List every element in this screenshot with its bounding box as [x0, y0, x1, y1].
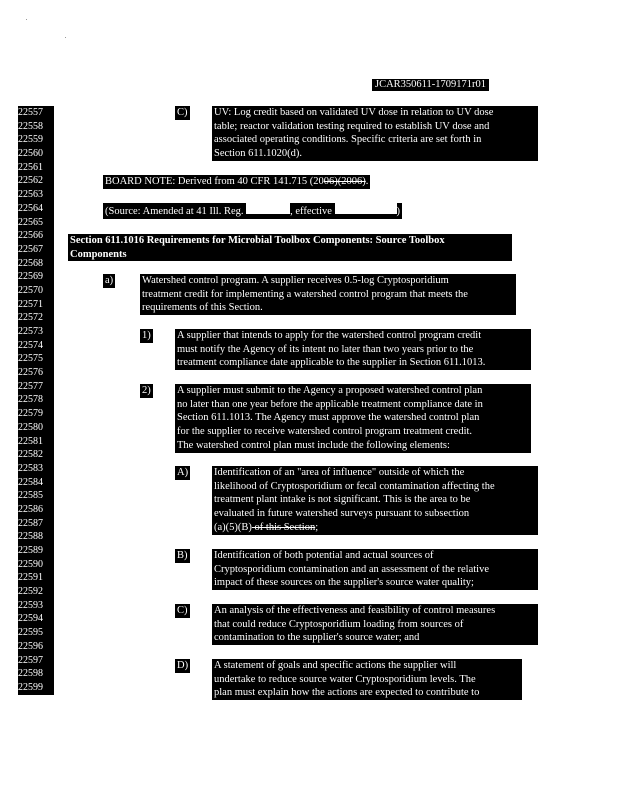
text-line: for the supplier to receive watershed control program treatment credit. [177, 426, 473, 438]
line-number: 22594 [18, 612, 54, 626]
line-number: 22587 [18, 517, 54, 531]
text-line: A supplier that intends to apply for the watershed control program credit [177, 330, 482, 341]
text-line: Section 611.1013. The Agency must approve the watershed control plan [177, 412, 480, 424]
line-number: 22589 [18, 544, 54, 558]
line-number: 22576 [18, 366, 54, 380]
subsection-marker: 2) [142, 385, 151, 396]
line-number: 22579 [18, 407, 54, 421]
line-number-column [18, 106, 54, 695]
line-number: 22570 [18, 284, 54, 298]
subsection-marker: D) [177, 660, 189, 671]
board-note-end: . [365, 176, 369, 187]
text-line: must notify the Agency of its intent no later than two years prior to the [177, 343, 474, 355]
subsection-2-paragraph [175, 384, 531, 453]
text-line: Identification of both potential and actual sources of [214, 550, 434, 561]
text-line: An analysis of the effectiveness and feasibility of control measures [214, 605, 496, 616]
line-number: 22575 [18, 352, 54, 366]
line-number: 22568 [18, 257, 54, 271]
line-number: 22582 [18, 448, 54, 462]
text-line: impact of these sources on the supplier's source water quality; [214, 577, 474, 589]
line-number: 22563 [18, 188, 54, 202]
text-line: Section 611.1020(d). [214, 148, 302, 160]
text-line: undertake to reduce source water Cryptosporidium levels. The [214, 673, 476, 685]
section-heading [68, 234, 512, 261]
text-line: treatment plant intake is not significant. This is the area to be [214, 494, 471, 506]
text-line: associated operating conditions. Specific criteria are set forth in [214, 134, 482, 146]
line-number: 22558 [18, 120, 54, 134]
source-note [103, 203, 402, 219]
subsection-marker: B) [177, 550, 188, 561]
text-line: Identification of an "area of influence" outside of which the [214, 467, 465, 478]
subsection-a-paragraph [140, 274, 516, 315]
line-number: 22586 [18, 503, 54, 517]
subsection-A-paragraph [212, 466, 538, 535]
line-number: 22598 [18, 667, 54, 681]
line-number: 22561 [18, 161, 54, 175]
line-number: 22597 [18, 654, 54, 668]
source-text-b: , effective [290, 206, 335, 217]
text-line: A supplier must submit to the Agency a proposed watershed control plan [177, 385, 483, 396]
subsection-B-paragraph [212, 549, 538, 590]
line-number: 22581 [18, 435, 54, 449]
scan-speck [26, 19, 27, 20]
text-line: evaluated in future watershed surveys pursuant to subsection [214, 508, 470, 520]
struck-text: of this Section [251, 521, 316, 533]
line-number: 22560 [18, 147, 54, 161]
line-number: 22574 [18, 339, 54, 353]
text-line: Cryptosporidium contamination and an assessment of the relative [214, 563, 489, 575]
text-line [214, 521, 536, 535]
line-number: 22584 [18, 476, 54, 490]
line-number: 22590 [18, 558, 54, 572]
document-header-id: JCAR350611-1709171r01 [372, 79, 489, 91]
item-marker: C) [177, 107, 188, 118]
blank-field [246, 203, 290, 214]
uv-paragraph [212, 106, 538, 161]
line-number: 22562 [18, 174, 54, 188]
line-number: 22595 [18, 626, 54, 640]
scan-speck [65, 37, 66, 38]
line-number: 22588 [18, 530, 54, 544]
board-note [103, 175, 370, 189]
source-text-c: ) [396, 206, 401, 217]
line-number: 22571 [18, 298, 54, 312]
line-number: 22585 [18, 489, 54, 503]
line-number: 22569 [18, 270, 54, 284]
line-number: 22580 [18, 421, 54, 435]
line-number: 22573 [18, 325, 54, 339]
line-number: 22557 [18, 106, 54, 120]
text-line: treatment compliance date applicable to the supplier in Section 611.1013. [177, 357, 486, 369]
text-line: contamination to the supplier's source water; and [214, 632, 420, 644]
text-line: plan must explain how the actions are expected to contribute to [214, 687, 480, 699]
line-number: 22592 [18, 585, 54, 599]
text-line: that could reduce Cryptosporidium loading from sources of [214, 618, 464, 630]
line-number: 22583 [18, 462, 54, 476]
blank-field [335, 203, 397, 214]
subsection-1-paragraph [175, 329, 531, 370]
subsection-C-paragraph [212, 604, 538, 645]
subsection-marker: a) [105, 275, 114, 286]
subsection-marker: A) [177, 467, 189, 478]
text-line: requirements of this Section. [142, 302, 263, 314]
line-number: 22572 [18, 311, 54, 325]
text-line: UV: Log credit based on validated UV dose in relation to UV dose [214, 107, 494, 118]
text-line: Watershed control program. A supplier receives 0.5-log Cryptosporidium [142, 275, 449, 286]
text-line: A statement of goals and specific actions the supplier will [214, 660, 457, 671]
subsection-marker: C) [177, 605, 188, 616]
text-line: table; reactor validation testing required to establish UV dose and [214, 120, 490, 132]
line-number: 22578 [18, 393, 54, 407]
source-text-a: (Source: Amended at 41 Ill. Reg. [105, 206, 247, 217]
board-note-text: BOARD NOTE: Derived from 40 CFR 141.715 (20 [105, 176, 324, 187]
line-number: 22566 [18, 229, 54, 243]
text-line: likelihood of Cryptosporidium or fecal contamination affecting the [214, 480, 495, 492]
text-line: no later than one year before the applicable treatment compliance date in [177, 398, 483, 410]
line-number: 22577 [18, 380, 54, 394]
line-number: 22567 [18, 243, 54, 257]
section-heading-line: Components [70, 248, 127, 260]
text-line: The watershed control plan must include the following elements: [177, 439, 450, 451]
line-number: 22596 [18, 640, 54, 654]
line-end: ; [315, 521, 319, 533]
line-number: 22593 [18, 599, 54, 613]
struck-text: 06)(2006) [323, 176, 366, 187]
line-number: 22591 [18, 571, 54, 585]
line-number: 22564 [18, 202, 54, 216]
section-heading-line: Section 611.1016 Requirements for Microbial Toolbox Components: Source Toolbox [70, 235, 445, 246]
line-number: 22599 [18, 681, 54, 695]
subsection-D-paragraph [212, 659, 522, 700]
line-number: 22565 [18, 216, 54, 230]
subsection-marker: 1) [142, 330, 151, 341]
text-line: treatment credit for implementing a watershed control program that meets the [142, 288, 468, 300]
reference-text: (a)(5)(B) [214, 521, 252, 533]
line-number: 22559 [18, 133, 54, 147]
